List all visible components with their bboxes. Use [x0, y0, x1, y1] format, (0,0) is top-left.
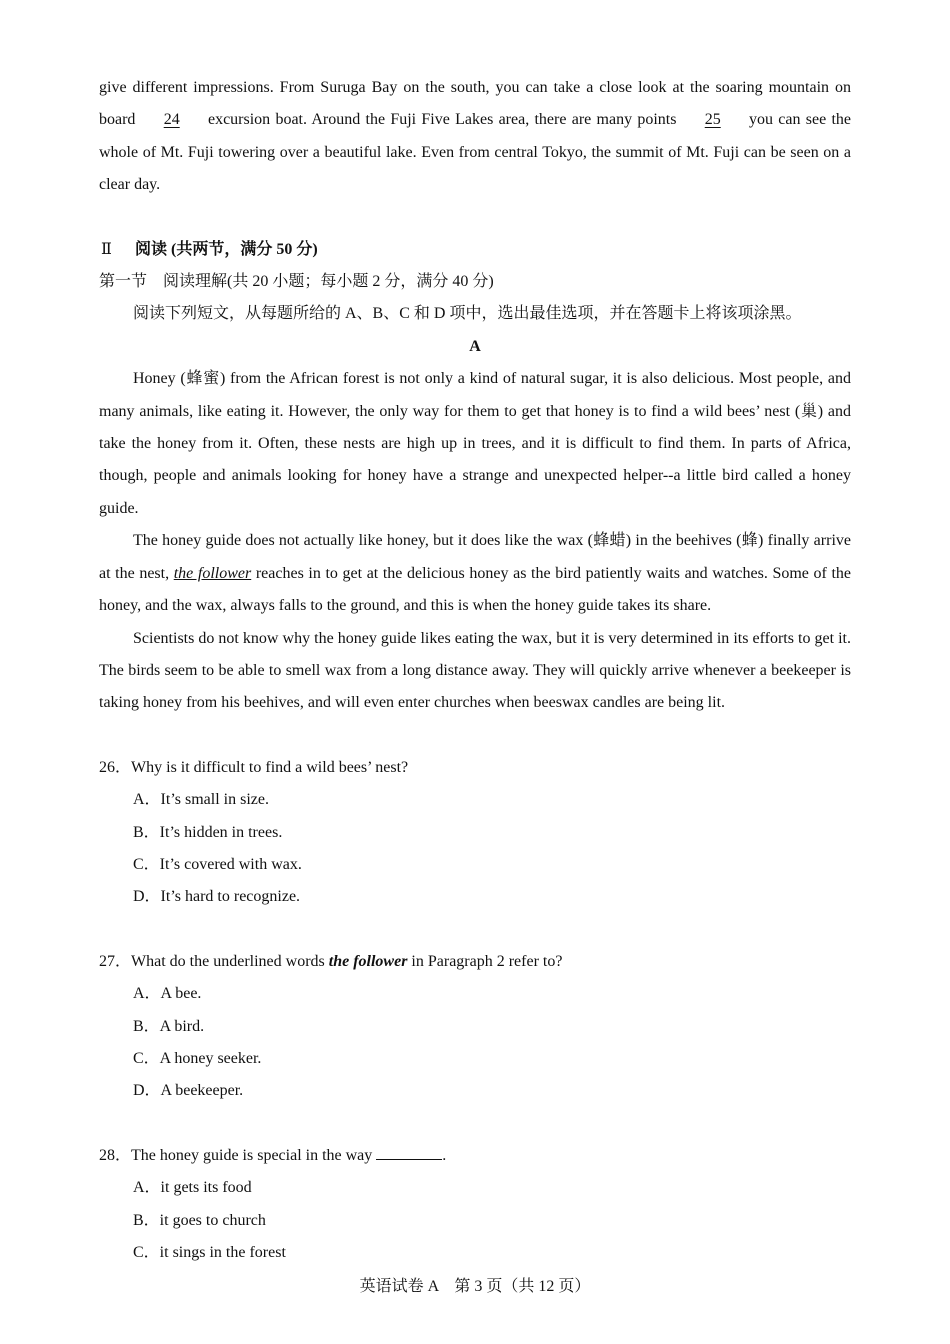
- question-number: 26．: [99, 758, 132, 776]
- question-stem: [99, 1140, 851, 1172]
- section-number: Ⅱ: [101, 240, 112, 258]
- underlined-the-follower: the follower: [173, 564, 252, 582]
- option-c[interactable]: C．it sings in the forest: [133, 1244, 286, 1261]
- option-a[interactable]: A．It’s small in size.: [133, 791, 269, 809]
- option-d[interactable]: D．A beekeeper.: [133, 1082, 244, 1100]
- passage-tail-line1: give different impressions. From Suruga Bay on the south, you can take a close look at the soaring mountain on: [99, 79, 851, 96]
- question-text-a: The honey guide is special in the way: [131, 1146, 377, 1164]
- option-a[interactable]: A．it gets its food: [133, 1179, 252, 1197]
- option-b[interactable]: B．it goes to church: [133, 1211, 266, 1229]
- option-c[interactable]: C．A honey seeker.: [133, 1049, 262, 1067]
- page-footer: 英语试卷 A 第 3 页（共 12 页）: [359, 1278, 591, 1295]
- section-instruction: 阅读下列短文，从每题所给的 A、B、C 和 D 项中，选出最佳选项，并在答题卡上将该项涂黑。: [133, 305, 802, 323]
- question-number: 27．: [99, 952, 132, 970]
- question-emphasis: the follower: [328, 952, 408, 970]
- passage-label: A: [469, 337, 481, 355]
- question-27: [99, 946, 851, 1108]
- question-text: Why is it difficult to find a wild bees’ nest?: [131, 758, 409, 776]
- passage-paragraph-2: [99, 525, 851, 622]
- passage-tail-text-c: you can see the whole of Mt. Fuji towering over a beautiful lake. Even from central Tokyo, the summit of Mt. Fuji can be seen on a clear day.: [99, 111, 851, 194]
- question-text-a: What do the underlined words: [131, 952, 329, 970]
- option-a[interactable]: A．A bee.: [133, 985, 202, 1003]
- paragraph-2-text-b: reaches in to get at the delicious honey as the bird patiently waits and watches. Some of the honey, and the wax, always falls to the ground, and this is when the honey guide takes its share.: [99, 564, 851, 615]
- section-sub-heading: 第一节 阅读理解(共 20 小题；每小题 2 分，满分 40 分): [99, 273, 494, 291]
- passage-tail-text-b: excursion boat. Around the Fuji Five Lakes area, there are many points: [202, 111, 682, 129]
- option-d[interactable]: D．It’s hard to recognize.: [133, 888, 301, 906]
- option-b[interactable]: B．A bird.: [133, 1017, 205, 1035]
- question-stem: [99, 752, 851, 784]
- question-number: 28．: [99, 1146, 132, 1164]
- passage-tail: [99, 72, 851, 202]
- paragraph-2-text-a: The honey guide does not actually like honey, but it does like the wax (蜂蜡) in the beehives (蜂) finally arrive at the nest,: [99, 532, 851, 582]
- blank-25: 25: [704, 111, 721, 129]
- section-title: 阅读 (共两节，满分 50 分): [135, 240, 318, 258]
- passage-paragraph-3: Scientists do not know why the honey guide likes eating the wax, but it is very determined in its efforts to get it. The birds seem to be able to smell wax from a long distance away. They will quickly arrive whenever a beekeeper is taking honey from his beehives, and will even enter churches when beeswax candles are being lit.: [99, 629, 851, 712]
- question-text-b: in Paragraph 2 refer to?: [407, 952, 563, 970]
- section-heading: [99, 234, 851, 266]
- blank-24: 24: [163, 111, 180, 129]
- passage-tail-text-a: board: [99, 111, 141, 129]
- option-b[interactable]: B．It’s hidden in trees.: [133, 823, 283, 841]
- answer-blank: [376, 1145, 442, 1160]
- question-stem: [99, 946, 851, 978]
- question-text-b: .: [442, 1146, 447, 1164]
- question-26: [99, 752, 851, 914]
- option-c[interactable]: C．It’s covered with wax.: [133, 855, 302, 873]
- passage-paragraph-1: Honey (蜂蜜) from the African forest is not only a kind of natural sugar, it is also delicious. Most people, and many animals, like eating it. However, the only way for them to get that honey is to find a wild bees’ nest (巢) and take the honey from it. Often, these nests are high up in trees, and it is difficult to find them. In parts of Africa, though, people and animals looking for honey have a strange and unexpected helper--a little bird called a honey guide.: [99, 370, 851, 517]
- question-28: [99, 1140, 851, 1270]
- exam-page: [99, 72, 851, 1269]
